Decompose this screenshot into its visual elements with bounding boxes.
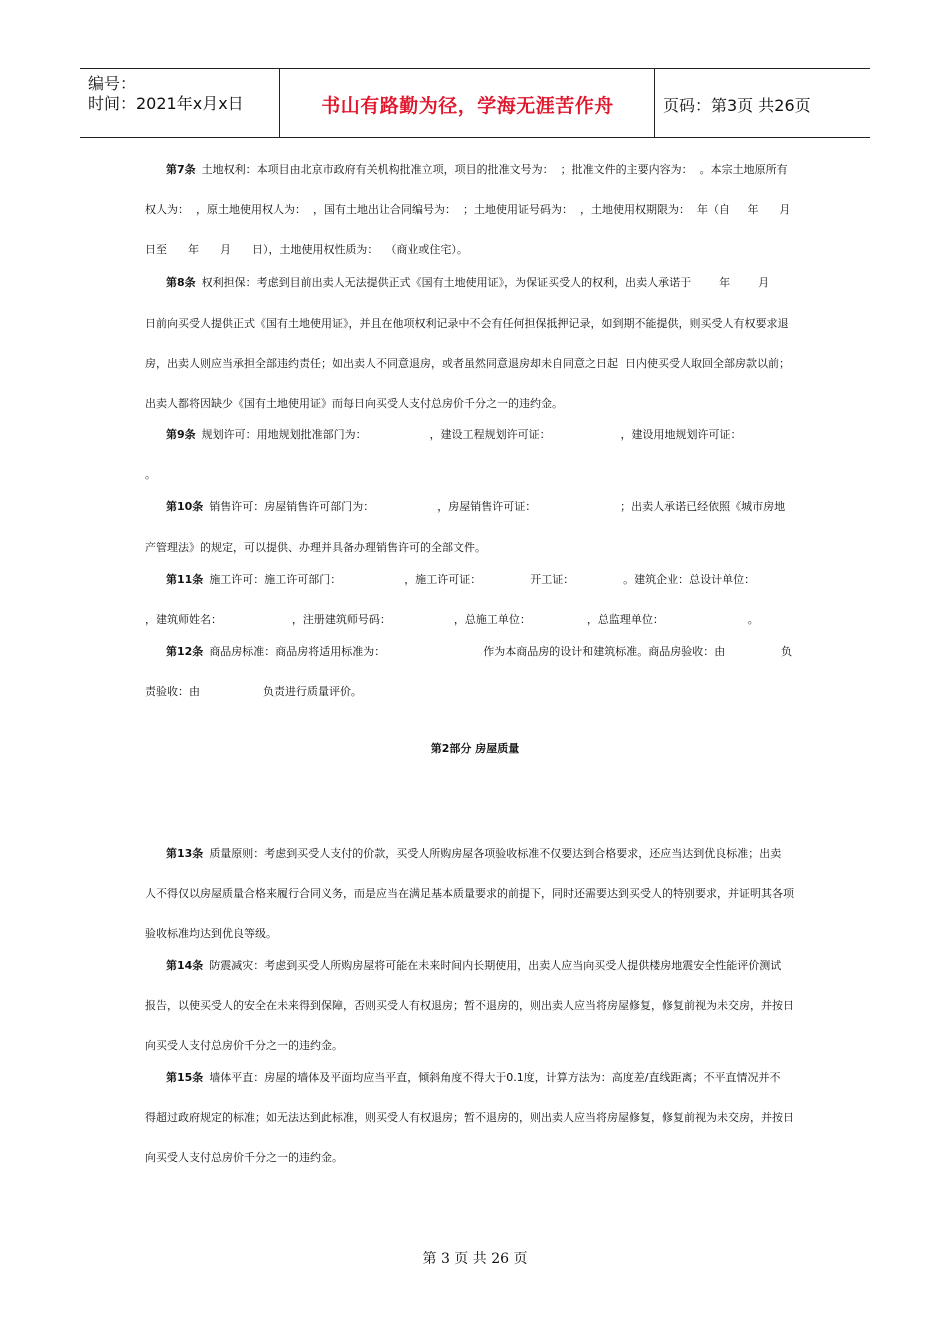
article-14-line-2: 报告，以使买受人的安全在未来得到保障，否则买受人有权退房；暂不退房的，则出卖人应当将房屋修复，修复前视为未交房，并按日 [145, 999, 794, 1012]
article-10-line-2: 产管理法》的规定，可以提供、办理并具备办理销售许可的全部文件。 [145, 541, 486, 554]
section-title: 第2部分 房屋质量 [430, 742, 520, 755]
article-7-number: 第7条 [166, 163, 196, 176]
article-8-line-2: 日前向买受人提供正式《国有土地使用证》，并且在他项权利记录中不会有任何担保抵押记录，如到期不能提供，则买受人有权要求退 [145, 317, 789, 330]
article-9-line-1 [166, 428, 742, 442]
article-8-line-1 [166, 276, 769, 290]
article-9-number: 第9条 [166, 428, 196, 441]
article-15-number: 第15条 [166, 1071, 204, 1084]
article-13-line-1 [166, 847, 781, 861]
article-8-number: 第8条 [166, 276, 196, 289]
article-11-line-2: ，建筑师姓名： ，注册建筑师号码： ，总施工单位： ，总监理单位： 。 [145, 613, 759, 626]
article-14-number: 第14条 [166, 959, 204, 972]
article-10-text-1: 销售许可：房屋销售许可部门为： ，房屋销售许可证： ；出卖人承诺已经依照《城市房地 [209, 500, 786, 513]
header-page-info: 页码：第3页 共26页 [663, 96, 811, 115]
article-15-line-2: 得超过政府规定的标准；如无法达到此标准，则买受人有权退房；暂不退房的，则出卖人应当将房屋修复，修复前视为未交房，并按日 [145, 1111, 794, 1124]
article-13-text-1: 质量原则：考虑到买受人支付的价款，买受人所购房屋各项验收标准不仅要达到合格要求，还应当达到优良标准；出卖 [209, 847, 782, 860]
article-7-text-1: 土地权利：本项目由北京市政府有关机构批准立项，项目的批准文号为： ；批准文件的主要内容为： 。本宗土地原所有 [201, 163, 788, 176]
page-footer: 第 3 页 共 26 页 [422, 1251, 528, 1267]
article-14-line-3: 向买受人支付总房价千分之一的违约金。 [145, 1039, 343, 1052]
article-12-line-1 [166, 645, 792, 659]
article-12-number: 第12条 [166, 645, 204, 658]
article-13-number: 第13条 [166, 847, 204, 860]
article-8-line-3: 房，出卖人则应当承担全部违约责任；如出卖人不同意退房，或者虽然同意退房却未自同意之日起 日内使买受人取回全部房款以前； [145, 357, 790, 370]
article-8-line-4: 出卖人都将因缺少《国有土地使用证》而每日向买受人支付总房价千分之一的违约金。 [145, 397, 563, 410]
article-10-line-1 [166, 500, 785, 514]
article-9-line-2: 。 [145, 468, 156, 481]
article-7-line-1 [166, 163, 788, 177]
article-12-line-2: 责验收：由 负责进行质量评价。 [145, 685, 362, 698]
document-header [80, 68, 870, 138]
header-motto-cell [281, 69, 655, 137]
article-15-line-1 [166, 1071, 781, 1085]
article-8-text-1: 权利担保：考虑到目前出卖人无法提供正式《国有土地使用证》，为保证买受人的权利，出卖人承诺于 年 月 [201, 276, 770, 289]
article-14-line-1 [166, 959, 781, 973]
article-14-text-1: 防震减灾：考虑到买受人所购房屋将可能在未来时间内长期使用，出卖人应当向买受人提供楼房地震安全性能评价测试 [209, 959, 782, 972]
article-13-line-3: 验收标准均达到优良等级。 [145, 927, 277, 940]
header-page-cell [655, 69, 870, 137]
article-11-number: 第11条 [166, 573, 204, 586]
article-13-line-2: 人不得仅以房屋质量合格来履行合同义务，而是应当在满足基本质量要求的前提下，同时还需要达到买受人的特别要求，并证明其各项 [145, 887, 794, 900]
header-meta-cell [80, 69, 280, 137]
article-9-text-1: 规划许可：用地规划批准部门为： ，建设工程规划许可证： ，建设用地规划许可证： [201, 428, 742, 441]
header-motto: 书山有路勤为径，学海无涯苦作舟 [321, 95, 614, 117]
article-11-line-1 [166, 573, 755, 587]
article-7-line-2: 权人为： ，原土地使用权人为： ，国有土地出让合同编号为： ；土地使用证号码为： ，土地使用权期限为： 年（自 年 月 [145, 203, 791, 216]
document-time-label: 时间：2021年x月x日 [88, 94, 244, 113]
article-15-text-1: 墙体平直：房屋的墙体及平面均应当平直，倾斜角度不得大于0.1度，计算方法为：高度差/直线距离；不平直情况并不 [209, 1071, 781, 1084]
article-15-line-3: 向买受人支付总房价千分之一的违约金。 [145, 1151, 343, 1164]
document-number-label: 编号： [88, 74, 137, 93]
article-12-text-1: 商品房标准：商品房将适用标准为： 作为本商品房的设计和建筑标准。商品房验收：由 负 [209, 645, 793, 658]
article-7-line-3: 日至 年 月 日），土地使用权性质为： （商业或住宅）。 [145, 243, 468, 256]
article-10-number: 第10条 [166, 500, 204, 513]
article-11-text-1: 施工许可：施工许可部门： ，施工许可证： 开工证： 。建筑企业：总设计单位： [209, 573, 756, 586]
